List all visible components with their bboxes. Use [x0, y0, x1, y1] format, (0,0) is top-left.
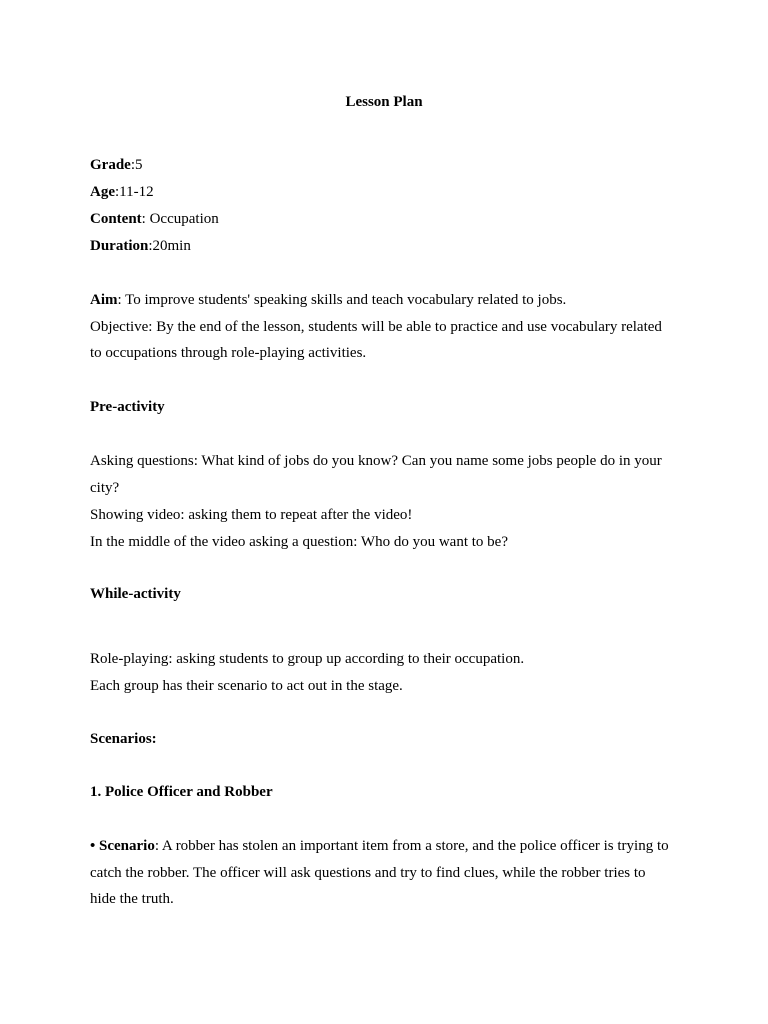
content-value: : Occupation	[141, 211, 219, 227]
content-label: Content	[90, 211, 142, 227]
scenario-item-heading: 1. Police Officer and Robber	[90, 784, 273, 800]
pre-activity-line-3: Showing video: asking them to repeat after the video!	[90, 507, 413, 523]
aim-label: Aim	[90, 292, 118, 308]
objective-line-1: Objective: By the end of the lesson, students will be able to practice and use vocabulary related	[90, 319, 662, 335]
pre-activity-line-1: Asking questions: What kind of jobs do you know? Can you name some jobs people do in your	[90, 453, 662, 469]
grade-line	[90, 155, 143, 175]
bullet: •	[90, 838, 100, 854]
while-activity-heading: While-activity	[90, 586, 181, 602]
scenario-line-3: hide the truth.	[90, 891, 174, 907]
pre-activity-line-2: city?	[90, 480, 120, 496]
age-line	[90, 182, 154, 202]
pre-activity-line-4: In the middle of the video asking a question: Who do you want to be?	[90, 534, 508, 550]
pre-activity-heading: Pre-activity	[90, 399, 165, 415]
age-label: Age	[90, 184, 115, 200]
grade-value: :5	[130, 157, 143, 173]
age-value: :11-12	[115, 184, 154, 200]
content-line	[90, 209, 219, 229]
grade-label: Grade	[90, 157, 131, 173]
scenario-text: : A robber has stolen an important item from a store, and the police officer is trying to	[154, 838, 669, 854]
aim-text: : To improve students' speaking skills and teach vocabulary related to jobs.	[117, 292, 567, 308]
objective-line-2: to occupations through role-playing activities.	[90, 345, 367, 361]
duration-label: Duration	[90, 238, 149, 254]
aim-line	[90, 290, 566, 310]
while-activity-line-2: Each group has their scenario to act out in the stage.	[90, 678, 403, 694]
scenario-line-1	[90, 836, 669, 856]
duration-line	[90, 236, 191, 256]
while-activity-line-1: Role-playing: asking students to group up according to their occupation.	[90, 651, 525, 667]
scenario-label: Scenario	[99, 838, 155, 854]
document-title: Lesson Plan	[345, 94, 423, 110]
scenario-line-2: catch the robber. The officer will ask questions and try to find clues, while the robber tries to	[90, 865, 646, 881]
scenarios-heading: Scenarios:	[90, 731, 157, 747]
duration-value: :20min	[148, 238, 191, 254]
